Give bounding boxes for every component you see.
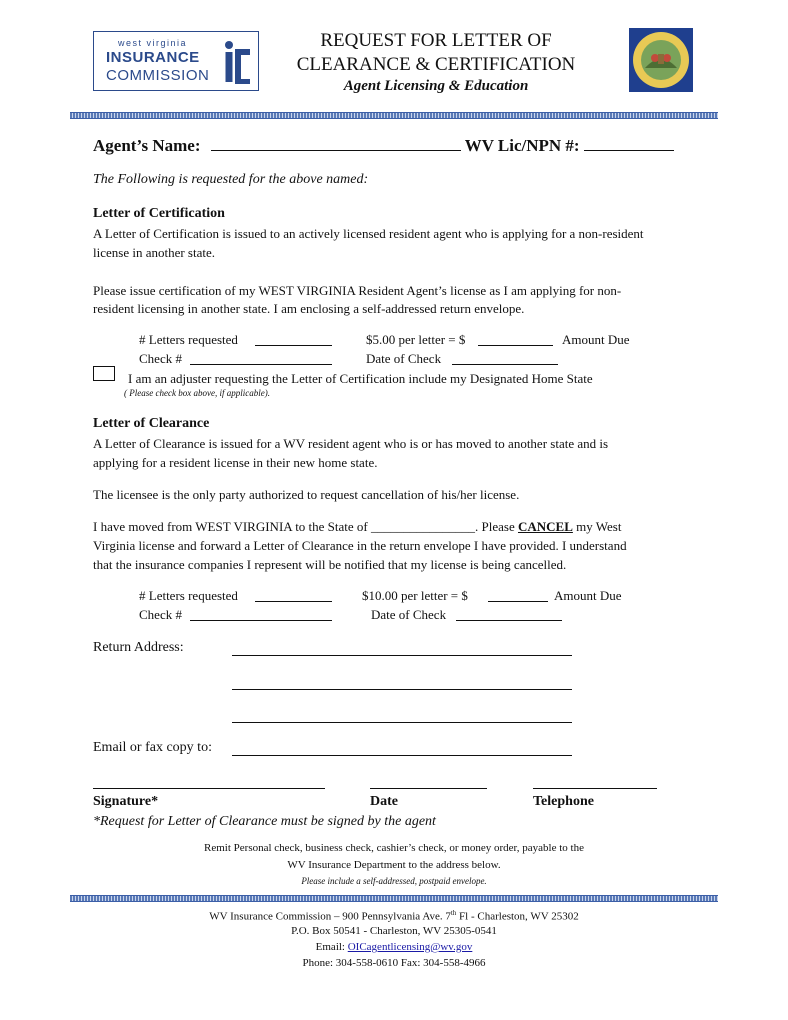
header-divider — [70, 112, 718, 119]
return-address-line-2[interactable] — [232, 677, 572, 690]
clear-date-check-field[interactable] — [456, 608, 562, 621]
signature-field[interactable] — [93, 776, 325, 789]
agent-name-label: Agent’s Name: — [93, 136, 201, 155]
remit-line2: WV Insurance Department to the address below. — [287, 859, 501, 871]
clear-amount-field[interactable] — [488, 589, 548, 602]
clear-letters-field[interactable] — [255, 589, 332, 602]
footer-divider — [70, 895, 718, 902]
certification-request-2: resident licensing in another state. I am enclosing a self-addressed return envelope. — [93, 301, 525, 316]
cert-fee-label: $5.00 per letter = $ — [366, 332, 466, 347]
clearance-moved-1 — [93, 519, 621, 535]
cert-amount-due: Amount Due — [562, 332, 630, 347]
title-line2: CLEARANCE & CERTIFICATION — [296, 54, 576, 75]
email-fax-label: Email or fax copy to: — [93, 740, 212, 755]
certification-desc-2: license in another state. — [93, 245, 216, 260]
clear-date-check-label: Date of Check — [371, 607, 447, 622]
signature-note: *Request for Letter of Clearance must be signed by the agent — [93, 814, 436, 829]
footer-email-label: Email: — [315, 941, 348, 953]
cert-check-label: Check # — [139, 351, 182, 366]
telephone-label: Telephone — [533, 794, 594, 809]
lic-label: WV Lic/NPN #: — [464, 136, 580, 155]
moved-post: my West — [572, 519, 622, 534]
footer-email — [0, 941, 788, 953]
intro-text: The Following is requested for the above named: — [93, 172, 369, 187]
title-line1: REQUEST FOR LETTER OF — [320, 30, 552, 51]
footer-addr-post: Fl - Charleston, WV 25302 — [456, 910, 579, 923]
clearance-heading: Letter of Clearance — [93, 416, 210, 431]
clear-amount-due: Amount Due — [554, 588, 622, 603]
adjuster-text: I am an adjuster requesting the Letter of Certification include my Designated Home State — [128, 371, 593, 386]
lic-field[interactable] — [584, 138, 674, 151]
email-fax-field[interactable] — [232, 743, 572, 756]
date-field[interactable] — [370, 776, 487, 789]
footer-pobox: P.O. Box 50541 - Charleston, WV 25305-0541 — [291, 925, 497, 937]
agent-name-field[interactable] — [211, 138, 461, 151]
clearance-moved-3: that the insurance companies I represent will be notified that my license is being cancelled. — [93, 557, 567, 572]
adjuster-checkbox[interactable] — [93, 366, 115, 381]
signature-label: Signature* — [93, 794, 159, 809]
return-address-label: Return Address: — [93, 640, 184, 655]
clearance-moved-2: Virginia license and forward a Letter of Clearance in the return envelope I have provided. I understand — [93, 538, 627, 553]
clearance-desc-1: A Letter of Clearance is issued for a WV resident agent who is or has moved to another state and is — [93, 436, 609, 451]
date-label: Date — [370, 794, 398, 809]
certification-desc-1: A Letter of Certification is issued to an actively licensed resident agent who is applying for a non-resident — [93, 226, 644, 241]
clear-fee-label: $10.00 per letter = $ — [362, 588, 468, 603]
logo-line1: west virginia — [118, 38, 188, 48]
logo-line3: COMMISSION — [106, 67, 210, 84]
footer-phone: Phone: 304-558-0610 Fax: 304-558-4966 — [302, 957, 486, 969]
seal-icon — [629, 28, 693, 92]
cert-amount-field[interactable] — [478, 333, 553, 346]
remit-line1: Remit Personal check, business check, cashier’s check, or money order, payable to the — [204, 842, 584, 854]
remit-line3: Please include a self-addressed, postpaid envelope. — [301, 876, 487, 886]
logo-line2: INSURANCE — [106, 49, 200, 66]
agent-name-row — [93, 136, 674, 156]
adjuster-note: ( Please check box above, if applicable). — [124, 388, 270, 398]
clear-check-label: Check # — [139, 607, 182, 622]
clearance-authorized: The licensee is the only party authorized to request cancellation of his/her license. — [93, 487, 520, 502]
email-link[interactable]: OICagentlicensing@wv.gov — [347, 941, 473, 953]
clearance-desc-2: applying for a resident license in their new home state. — [93, 455, 378, 470]
certification-request-1: Please issue certification of my WEST VIRGINIA Resident Agent’s license as I am applying for non- — [93, 283, 622, 298]
return-address-line-1[interactable] — [232, 643, 572, 656]
cert-letters-label: # Letters requested — [139, 332, 238, 347]
cert-letters-field[interactable] — [255, 333, 332, 346]
footer-address — [0, 909, 788, 923]
cancel-word: CANCEL — [517, 519, 573, 534]
cert-date-check-field[interactable] — [452, 352, 558, 365]
clear-check-field[interactable] — [190, 608, 332, 621]
cert-check-field[interactable] — [190, 352, 332, 365]
footer-addr-pre: WV Insurance Commission – 900 Pennsylvania Ave. 7 — [209, 910, 451, 923]
footer-addr-sup: th — [450, 909, 457, 917]
cert-date-check-label: Date of Check — [366, 351, 442, 366]
state-seal — [629, 28, 693, 92]
clear-letters-label: # Letters requested — [139, 588, 238, 603]
subtitle: Agent Licensing & Education — [343, 78, 529, 94]
moved-pre: I have moved from WEST VIRGINIA to the State of ________________. Please — [93, 519, 518, 534]
return-address-line-3[interactable] — [232, 710, 572, 723]
telephone-field[interactable] — [533, 776, 657, 789]
certification-heading: Letter of Certification — [93, 206, 225, 221]
